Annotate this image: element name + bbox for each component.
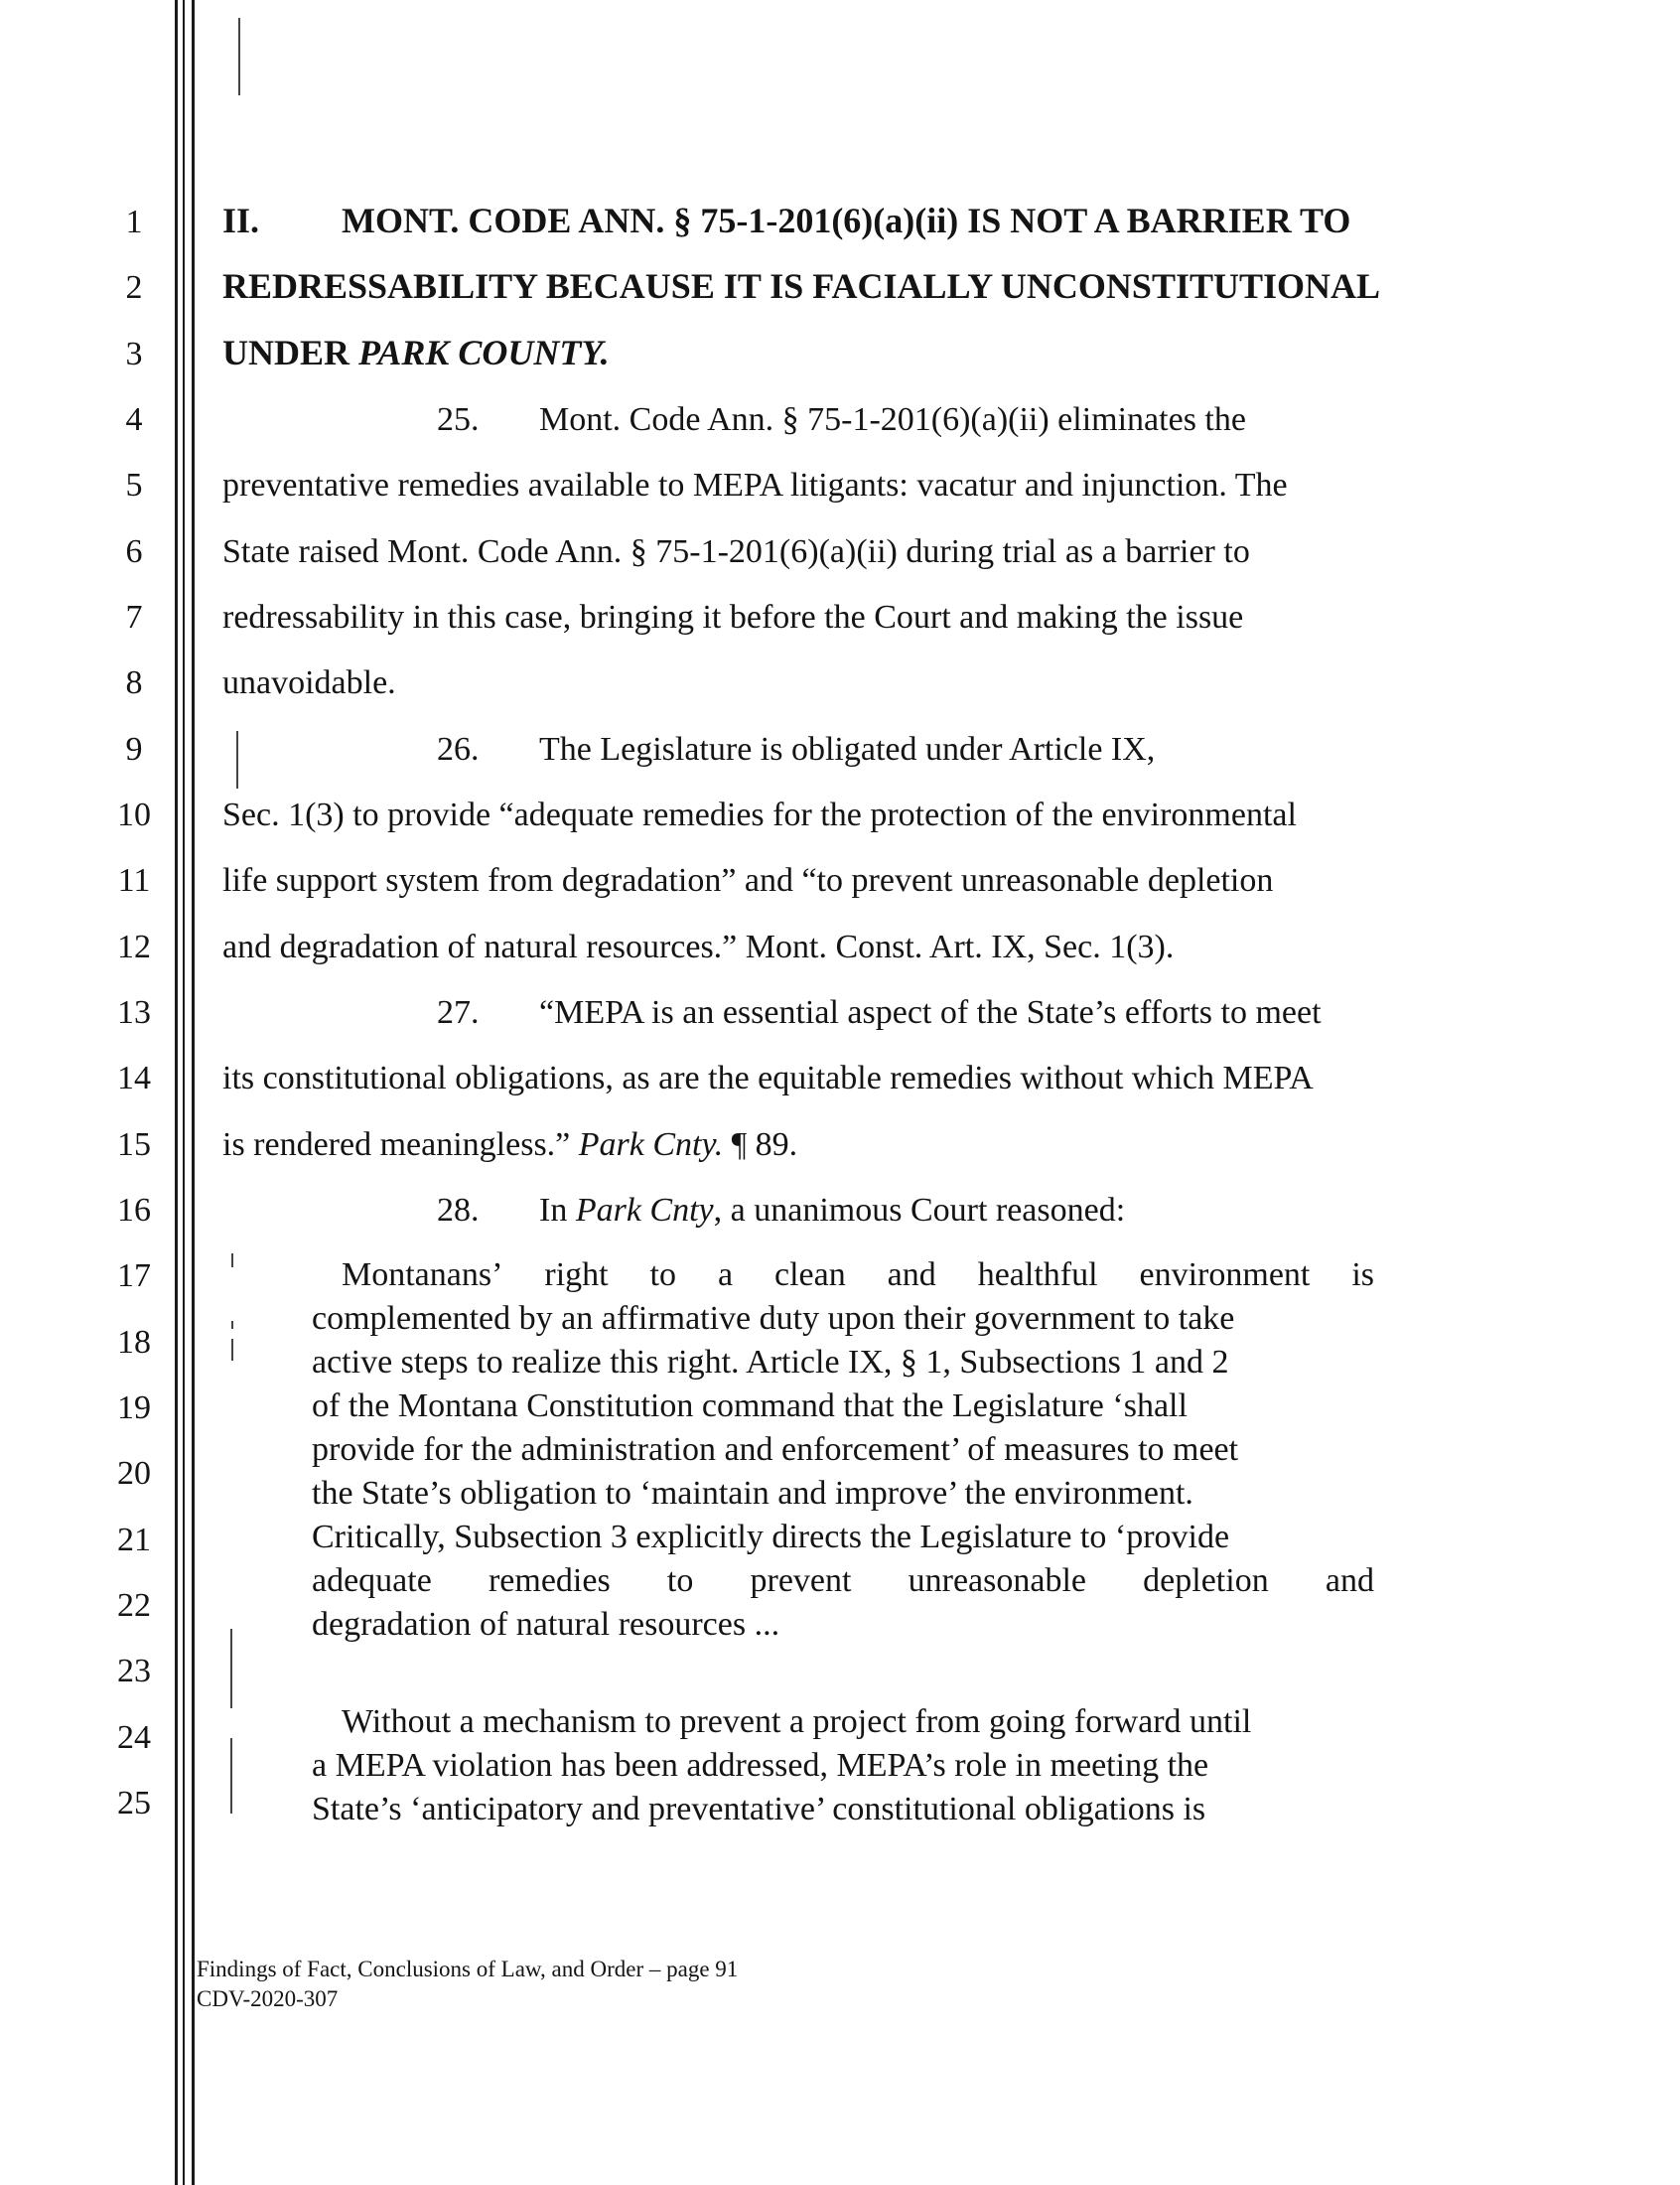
- paragraph-text: The Legislature is obligated under Article IX,: [539, 731, 1156, 768]
- line-number: 6: [125, 533, 143, 570]
- quote-word: prevent: [750, 1562, 852, 1599]
- margin-rule-left: [175, 0, 178, 2185]
- line-number: 23: [117, 1653, 151, 1689]
- pinpoint-citation: ¶ 89.: [723, 1126, 798, 1163]
- quote-line: of the Montana Constitution command that the Legislature ‘shall: [312, 1387, 1188, 1424]
- quote-word: clean: [774, 1256, 846, 1293]
- quote-line: a MEPA violation has been addressed, MEPA’s role in meeting the: [312, 1747, 1209, 1784]
- line-number: 19: [117, 1389, 151, 1426]
- line-number: 2: [125, 269, 143, 306]
- scan-mark: [230, 1738, 232, 1814]
- paragraph-text: Mont. Code Ann. § 75-1-201(6)(a)(ii) eliminates the: [539, 401, 1246, 438]
- quote-word: to: [649, 1256, 676, 1293]
- quote-word: right: [544, 1256, 609, 1293]
- line-number: 25: [117, 1785, 151, 1821]
- scan-mark-top: [238, 18, 240, 95]
- paragraph-text: redressability in this case, bringing it before the Court and making the issue: [222, 599, 1244, 636]
- paragraph-number: 28.: [437, 1192, 480, 1229]
- quote-word: a: [717, 1256, 734, 1293]
- quote-line: provide for the administration and enforcement’ of measures to meet: [312, 1431, 1239, 1468]
- paragraph-number: 27.: [437, 994, 480, 1031]
- scan-mark: [231, 1321, 233, 1329]
- quote-word: environment: [1139, 1256, 1311, 1293]
- heading-line-2: REDRESSABILITY BECAUSE IT IS FACIALLY UNCONSTITUTIONAL: [222, 266, 1381, 306]
- quote-word: remedies: [488, 1562, 611, 1599]
- line-number: 8: [125, 664, 143, 701]
- quote-word: healthful: [977, 1256, 1098, 1293]
- paragraph-text: Sec. 1(3) to provide “adequate remedies for the protection of the environmental: [222, 797, 1297, 833]
- paragraph-text: [539, 1189, 1125, 1233]
- paragraph-number: 26.: [437, 731, 480, 768]
- line-number: 18: [117, 1324, 151, 1361]
- margin-rule-left-inner: [183, 0, 185, 2185]
- line-number: 24: [117, 1719, 151, 1756]
- line-number: 11: [117, 862, 151, 899]
- line-number: 4: [125, 401, 143, 438]
- paragraph-text-end: , a unanimous Court reasoned:: [713, 1192, 1126, 1229]
- quote-line: active steps to realize this right. Article IX, § 1, Subsections 1 and 2: [312, 1344, 1229, 1381]
- quote-line: complemented by an affirmative duty upon their government to take: [312, 1300, 1235, 1337]
- scan-mark: [230, 1629, 232, 1708]
- line-number: 9: [125, 731, 143, 768]
- paragraph-text: [222, 1123, 797, 1167]
- margin-rule-second: [192, 0, 195, 2185]
- quote-line: [312, 1559, 1374, 1603]
- quote-paragraph-1: [312, 1253, 1374, 1647]
- scan-mark: [231, 1253, 233, 1267]
- paragraph-text: and degradation of natural resources.” Mont. Const. Art. IX, Sec. 1(3).: [222, 929, 1175, 965]
- paragraph-text-plain: is rendered meaningless.”: [222, 1126, 579, 1163]
- line-number: 10: [117, 797, 151, 833]
- quote-line: State’s ‘anticipatory and preventative’ constitutional obligations is: [312, 1791, 1206, 1827]
- line-number: 12: [117, 929, 151, 965]
- case-citation: Park Cnty: [575, 1192, 714, 1229]
- line-number: 22: [117, 1587, 151, 1624]
- quote-line: [312, 1253, 1374, 1297]
- quote-word: is: [1351, 1256, 1374, 1293]
- paragraph-text: unavoidable.: [222, 664, 396, 701]
- line-number: 17: [117, 1257, 151, 1294]
- paragraph-text: preventative remedies available to MEPA litigants: vacatur and injunction. The: [222, 467, 1288, 504]
- heading-number: II.: [222, 201, 260, 240]
- quote-line: Critically, Subsection 3 explicitly directs the Legislature to ‘provide: [312, 1519, 1230, 1555]
- heading-line-3-text: UNDER: [222, 333, 359, 372]
- line-number: 14: [117, 1060, 151, 1096]
- scan-mark: [231, 1339, 233, 1361]
- paragraph-text-plain: In: [539, 1192, 576, 1229]
- footer-title: Findings of Fact, Conclusions of Law, and Order – page 91: [197, 1957, 739, 1981]
- quote-line: Without a mechanism to prevent a project from going forward until: [342, 1703, 1252, 1740]
- quote-line: degradation of natural resources ...: [312, 1606, 780, 1643]
- footer-case-number: CDV-2020-307: [197, 1986, 339, 2011]
- line-number: 1: [125, 204, 143, 240]
- line-number: 5: [125, 467, 143, 504]
- line-number: 21: [117, 1522, 151, 1558]
- paragraph-text: “MEPA is an essential aspect of the State’s efforts to meet: [539, 994, 1322, 1031]
- quote-word: adequate: [312, 1562, 432, 1599]
- quote-word: and: [887, 1256, 936, 1293]
- case-citation: Park Cnty.: [578, 1126, 724, 1163]
- heading-case-name: PARK COUNTY.: [358, 333, 610, 372]
- quote-word: to: [666, 1562, 694, 1599]
- paragraph-text: its constitutional obligations, as are the equitable remedies without which MEPA: [222, 1060, 1314, 1096]
- quote-word: and: [1325, 1562, 1374, 1599]
- line-number: 3: [125, 336, 143, 372]
- heading-line-1: MONT. CODE ANN. § 75-1-201(6)(a)(ii) IS NOT A BARRIER TO: [342, 201, 1351, 240]
- quote-word: Montanans’: [342, 1256, 503, 1293]
- line-number: 16: [117, 1192, 151, 1229]
- quote-paragraph-2: [312, 1700, 1374, 1831]
- quote-line: the State’s obligation to ‘maintain and improve’ the environment.: [312, 1475, 1193, 1512]
- line-number: 20: [117, 1455, 151, 1492]
- paragraph-number: 25.: [437, 401, 480, 438]
- scan-mark: [236, 731, 238, 789]
- quote-word: unreasonable: [908, 1562, 1086, 1599]
- paragraph-text: life support system from degradation” and “to prevent unreasonable depletion: [222, 862, 1274, 899]
- paragraph-text: State raised Mont. Code Ann. § 75-1-201(6)(a)(ii) during trial as a barrier to: [222, 533, 1250, 570]
- heading-line-3: [222, 331, 610, 374]
- line-number: 13: [117, 994, 151, 1031]
- line-number: 7: [125, 599, 143, 636]
- quote-word: depletion: [1143, 1562, 1269, 1599]
- line-number: 15: [117, 1126, 151, 1163]
